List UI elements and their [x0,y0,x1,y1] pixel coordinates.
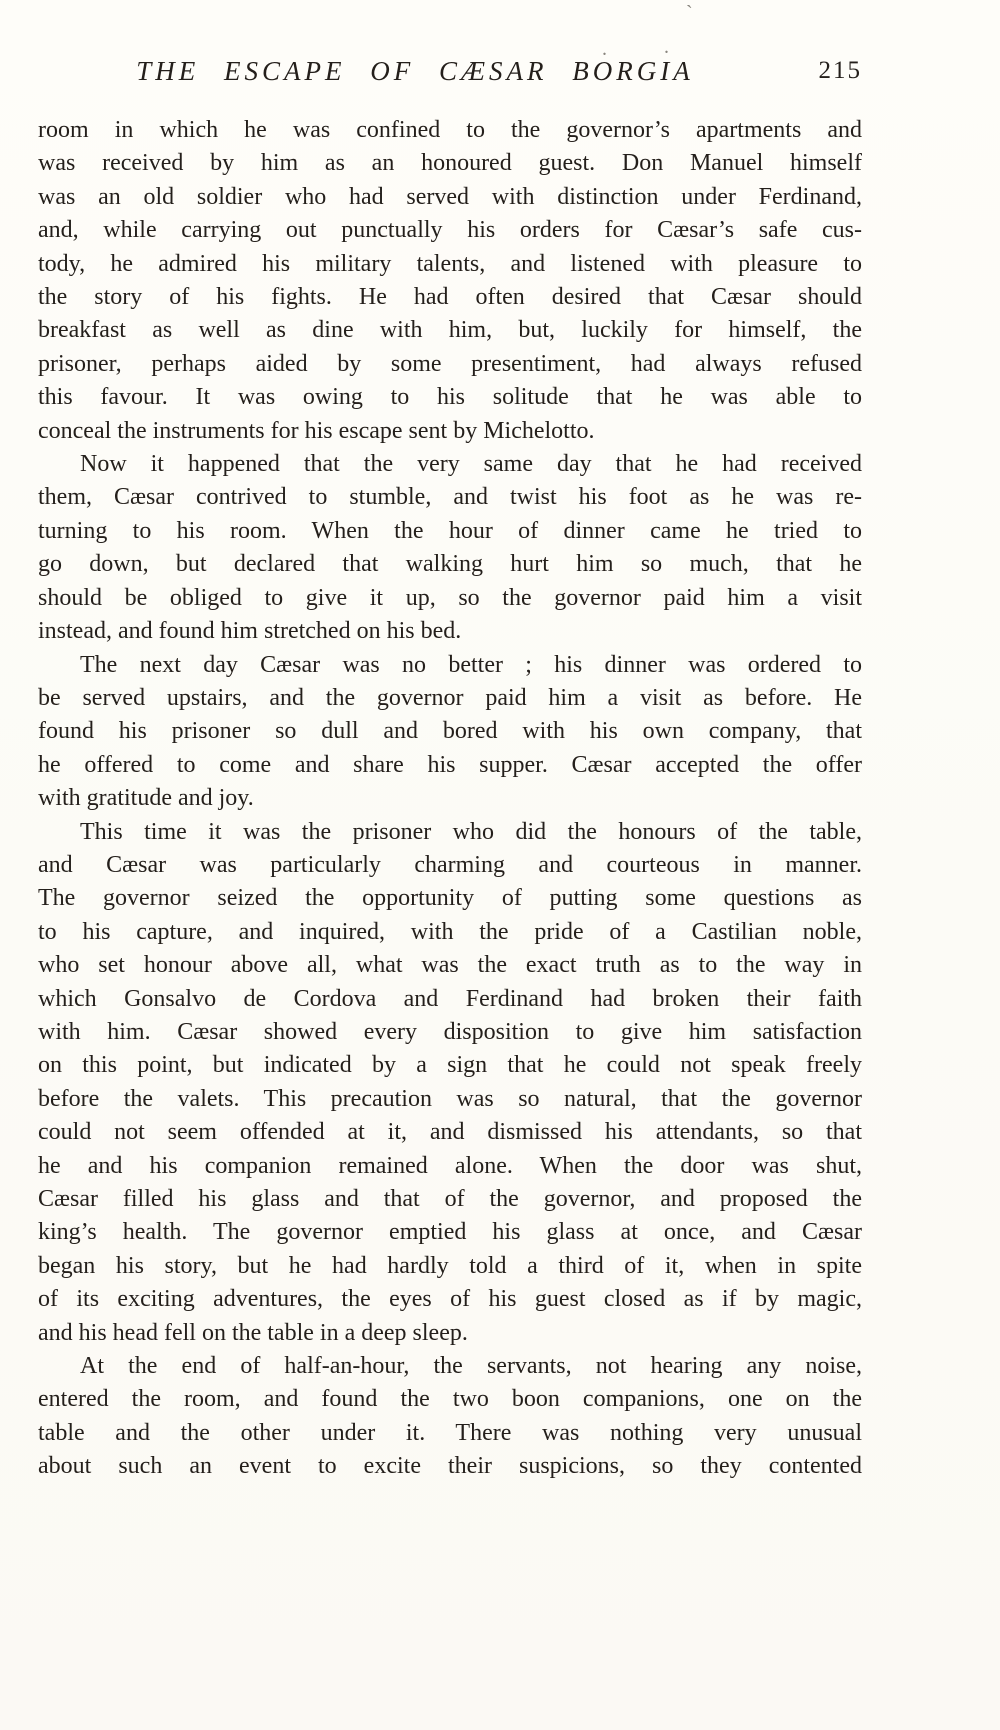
text-line: should be obliged to give it up, so the governor paid him a visit [38,584,862,611]
text-line: go down, but declared that walking hurt him so much, that he [38,551,862,578]
text-line: turning to his room. When the hour of dinner came he tried to [38,517,862,544]
text-line: king’s health. The governor emptied his glass at once, and Cæsar [38,1219,862,1246]
text-line: the story of his fights. He had often desired that Cæsar should [38,284,862,311]
paragraph [38,816,862,1351]
scan-artifact: . [664,36,669,58]
text-line: with gratitude and joy. [38,785,254,812]
paragraph [38,448,862,648]
text-line: before the valets. This precaution was so natural, that the governor [38,1085,862,1112]
page-number: 215 [818,57,862,84]
text-line: was an old soldier who had served with distinction under Ferdinand, [38,183,862,210]
text-line: The next day Cæsar was no better ; his dinner was ordered to [80,651,862,678]
text-line: began his story, but he had hardly told a third of it, when in spite [38,1252,862,1279]
text-line: This time it was the prisoner who did the honours of the table, [80,818,862,845]
text-line: At the end of half-an-hour, the servants, not hearing any noise, [80,1353,862,1380]
text-line: on this point, but indicated by a sign that he could not speak freely [38,1052,862,1079]
text-line: them, Cæsar contrived to stumble, and twist his foot as he was re- [38,484,862,511]
text-line: The governor seized the opportunity of putting some questions as [38,885,862,912]
text-line: he and his companion remained alone. When the door was shut, [38,1152,862,1179]
text-line: this favour. It was owing to his solitude that he was able to [38,384,862,411]
text-line: be served upstairs, and the governor paid him a visit as before. He [38,684,862,711]
running-title: THE ESCAPE OF CÆSAR BORGIA [136,56,694,86]
text-block [38,114,862,1484]
text-line: found his prisoner so dull and bored with his own company, that [38,718,862,745]
text-line: with him. Cæsar showed every disposition to give him satisfaction [38,1018,862,1045]
text-line: about such an event to excite their suspicions, so they contented [38,1453,862,1480]
text-line: conceal the instruments for his escape sent by Michelotto. [38,417,595,444]
text-line: room in which he was confined to the governor’s apartments and [38,117,862,143]
page-header [38,56,862,96]
text-line: and Cæsar was particularly charming and courteous in manner. [38,851,862,878]
scan-artifact: ` [686,2,693,24]
text-line: which Gonsalvo de Cordova and Ferdinand had broken their faith [38,985,862,1012]
text-line: was received by him as an honoured guest. Don Manuel himself [38,150,862,177]
text-line: breakfast as well as dine with him, but, luckily for himself, the [38,317,862,344]
text-line: entered the room, and found the two boon companions, one on the [38,1386,862,1413]
text-line: Cæsar filled his glass and that of the governor, and proposed the [38,1186,862,1212]
text-line: to his capture, and inquired, with the pride of a Castilian noble, [38,918,862,945]
text-line: of its exciting adventures, the eyes of his guest closed as if by magic, [38,1286,862,1313]
paragraph [38,114,862,448]
text-line: tody, he admired his military talents, and listened with pleasure to [38,250,862,277]
paragraph [38,649,862,816]
text-line: instead, and found him stretched on his bed. [38,618,462,645]
text-line: he offered to come and share his supper. Cæsar accepted the offer [38,751,862,778]
text-line: table and the other under it. There was nothing very unusual [38,1419,862,1446]
text-line: who set honour above all, what was the exact truth as to the way in [38,952,862,979]
paragraph [38,1350,862,1484]
text-line: could not seem offended at it, and dismissed his attendants, so that [38,1119,862,1146]
text-line: and his head fell on the table in a deep sleep. [38,1319,468,1346]
scan-artifact: . [602,38,607,60]
text-line: and, while carrying out punctually his orders for Cæsar’s safe cus- [38,217,862,244]
text-line: prisoner, perhaps aided by some presentiment, had always refused [38,350,862,377]
text-line: Now it happened that the very same day that he had received [80,451,862,478]
